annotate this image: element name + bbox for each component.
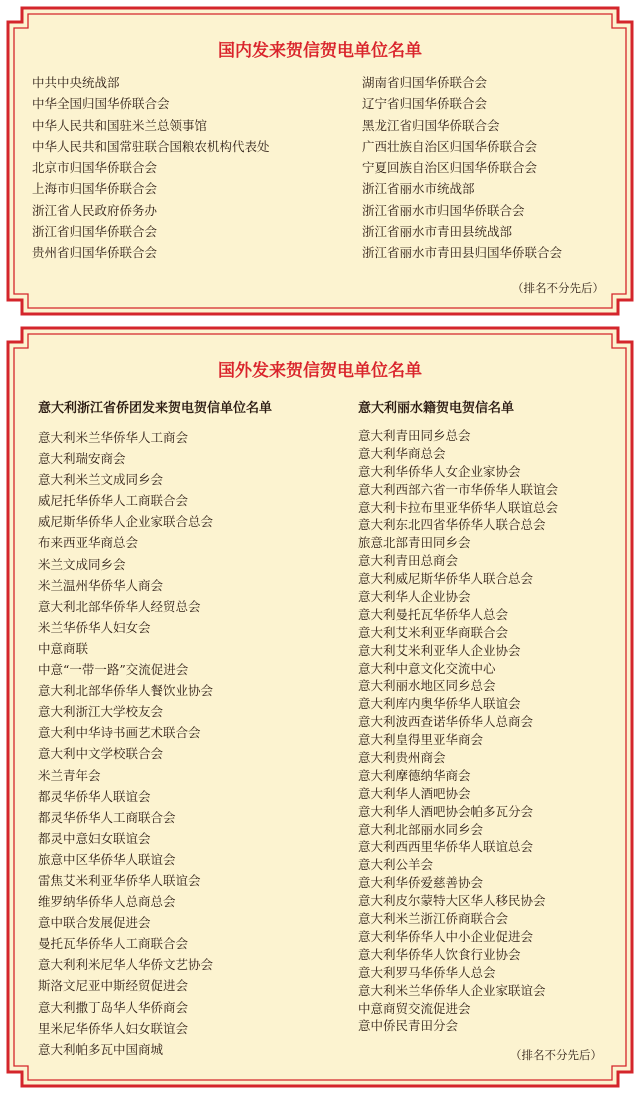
list-item: 黑龙江省归国华侨联合会 xyxy=(362,117,500,133)
list-item: 威尼斯华侨华人企业家联合总会 xyxy=(38,514,214,530)
list-item: 意大利西西里华侨华人联谊总会 xyxy=(358,839,534,855)
list-item: 湖南省归国华侨联合会 xyxy=(362,75,488,90)
list-item: 浙江省丽水市青田县归国华侨联合会 xyxy=(362,245,563,261)
list-item: 浙江省归国华侨联合会 xyxy=(32,224,158,240)
list-item: 中华人民共和国驻米兰总领事馆 xyxy=(32,117,208,133)
list-item: 斯洛文尼亚中斯经贸促进会 xyxy=(38,978,189,994)
list-item: 中共中央统战部 xyxy=(32,75,120,90)
list-item: 意大利公羊会 xyxy=(358,857,434,873)
list-item: 意大利威尼斯华侨华人联合总会 xyxy=(358,571,534,587)
list-item: 米兰文成同乡会 xyxy=(38,556,126,572)
list-item: 意大利摩德纳华商会 xyxy=(358,767,471,783)
list-item: 意大利华商总会 xyxy=(358,445,446,461)
list-item: 宁夏回族自治区归国华侨联合会 xyxy=(362,160,538,176)
list-item: 广西壮族自治区归国华侨联合会 xyxy=(362,138,538,154)
list-item: 意大利北部华侨华人经贸总会 xyxy=(38,598,201,614)
foreign-left-heading: 意大利浙江省侨团发来贺电贺信单位名单 xyxy=(38,401,273,416)
list-item: 都灵华侨华人联谊会 xyxy=(38,788,151,804)
domestic-panel xyxy=(6,6,634,316)
list-item: 意大利华人企业协会 xyxy=(358,589,471,605)
domestic-title: 国内发来贺信贺电单位名单 xyxy=(218,41,422,61)
list-item: 浙江省丽水市统战部 xyxy=(362,181,475,197)
list-item: 意大利华侨华人女企业家协会 xyxy=(358,463,521,479)
list-item: 中意商贸交流促进会 xyxy=(358,1000,471,1016)
list-item: 意大利卡拉布里亚华侨华人联谊总会 xyxy=(358,499,559,515)
list-item: 意大利华人酒吧协会 xyxy=(358,785,471,801)
foreign-title: 国外发来贺信贺电单位名单 xyxy=(218,361,422,381)
list-item: 意大利青田总商会 xyxy=(358,553,459,569)
list-item: 意大利北部丽水同乡会 xyxy=(358,821,484,837)
list-item: 意大利皇得里亚华商会 xyxy=(358,732,484,748)
list-item: 意大利北部华侨华人餐饮业协会 xyxy=(38,683,214,699)
list-item: 贵州省归国华侨联合会 xyxy=(32,245,158,261)
domestic-order-note: （排名不分先后） xyxy=(512,281,604,295)
list-item: 里米尼华侨华人妇女联谊会 xyxy=(38,1020,189,1036)
list-item: 中意“一带一路”交流促进会 xyxy=(38,662,189,678)
list-item: 意大利瑞安商会 xyxy=(38,451,126,467)
list-item: 意大利青田同乡总会 xyxy=(358,428,471,443)
list-item: 浙江省丽水市青田县统战部 xyxy=(362,224,513,240)
list-item: 意大利艾米利亚华商联合会 xyxy=(358,624,509,640)
list-item: 意大利浙江大学校友会 xyxy=(38,704,164,720)
list-item: 意大利米兰浙江侨商联合会 xyxy=(358,911,509,927)
list-item: 米兰青年会 xyxy=(38,767,101,783)
list-item: 辽宁省归国华侨联合会 xyxy=(362,96,488,112)
list-item: 意大利东北四省华侨华人联合总会 xyxy=(358,517,546,533)
list-item: 意大利华人酒吧协会帕多瓦分会 xyxy=(358,803,534,819)
list-item: 都灵华侨华人工商联合会 xyxy=(38,809,176,825)
list-item: 布来西亚华商总会 xyxy=(38,535,139,551)
foreign-right-heading: 意大利丽水籍贺电贺信名单 xyxy=(358,401,515,416)
list-item: 意大利帕多瓦中国商城 xyxy=(38,1041,164,1057)
list-item: 旅意北部青田同乡会 xyxy=(358,535,471,551)
list-item: 意大利皮尔蒙特大区华人移民协会 xyxy=(358,893,546,909)
list-item: 意大利米兰文成同乡会 xyxy=(38,472,164,488)
list-item: 北京市归国华侨联合会 xyxy=(32,160,158,176)
list-item: 中华全国归国华侨联合会 xyxy=(32,96,170,112)
list-item: 意大利贵州商会 xyxy=(358,750,446,766)
list-item: 意大利华侨华人饮食行业协会 xyxy=(358,946,521,962)
foreign-right-column xyxy=(358,427,558,1035)
list-item: 意中联合发展促进会 xyxy=(38,915,151,931)
foreign-order-note: （排名不分先后） xyxy=(510,1048,602,1062)
foreign-panel xyxy=(6,326,634,1088)
domestic-right-column xyxy=(362,72,562,264)
list-item: 浙江省人民政府侨务办 xyxy=(32,202,158,218)
list-item: 意大利西部六省一市华侨华人联谊会 xyxy=(358,481,559,497)
list-item: 意大利中文学校联合会 xyxy=(38,746,164,762)
list-item: 中华人民共和国常驻联合国粮农机构代表处 xyxy=(32,138,270,154)
list-item: 意中侨民青田分会 xyxy=(358,1018,459,1034)
list-item: 意大利中意文化交流中心 xyxy=(358,660,496,676)
list-item: 意大利波西查诺华侨华人总商会 xyxy=(358,714,534,730)
list-item: 中意商联 xyxy=(38,640,89,656)
domestic-left-column xyxy=(32,72,270,264)
list-item: 威尼托华侨华人工商联合会 xyxy=(38,493,189,509)
list-item: 米兰华侨华人妇女会 xyxy=(38,619,151,635)
list-item: 意大利米兰华侨华人企业家联谊会 xyxy=(358,982,546,998)
list-item: 意大利库内奥华侨华人联谊会 xyxy=(358,696,521,712)
list-item: 曼托瓦华侨华人工商联合会 xyxy=(38,936,189,952)
list-item: 意大利华侨爱慈善协会 xyxy=(358,875,484,891)
list-item: 意大利利米尼华人华侨文艺协会 xyxy=(38,957,214,973)
list-item: 意大利华侨华人中小企业促进会 xyxy=(358,928,534,944)
list-item: 意大利撒丁岛华人华侨商会 xyxy=(38,999,189,1015)
list-item: 意大利艾米利亚华人企业协会 xyxy=(358,642,521,658)
list-item: 意大利中华诗书画艺术联合会 xyxy=(38,725,201,741)
list-item: 都灵中意妇女联谊会 xyxy=(38,830,151,846)
list-item: 意大利米兰华侨华人工商会 xyxy=(38,430,189,445)
list-item: 意大利曼托瓦华侨华人总会 xyxy=(358,606,509,622)
list-item: 意大利罗马华侨华人总会 xyxy=(358,964,496,980)
list-item: 意大利丽水地区同乡总会 xyxy=(358,678,496,694)
list-item: 旅意中区华侨华人联谊会 xyxy=(38,851,176,867)
list-item: 维罗纳华侨华人总商总会 xyxy=(38,894,176,910)
list-item: 雷焦艾米利亚华侨华人联谊会 xyxy=(38,872,201,888)
foreign-left-column xyxy=(38,427,213,1060)
list-item: 上海市归国华侨联合会 xyxy=(32,181,158,197)
list-item: 米兰温州华侨华人商会 xyxy=(38,577,164,593)
list-item: 浙江省丽水市归国华侨联合会 xyxy=(362,202,525,218)
